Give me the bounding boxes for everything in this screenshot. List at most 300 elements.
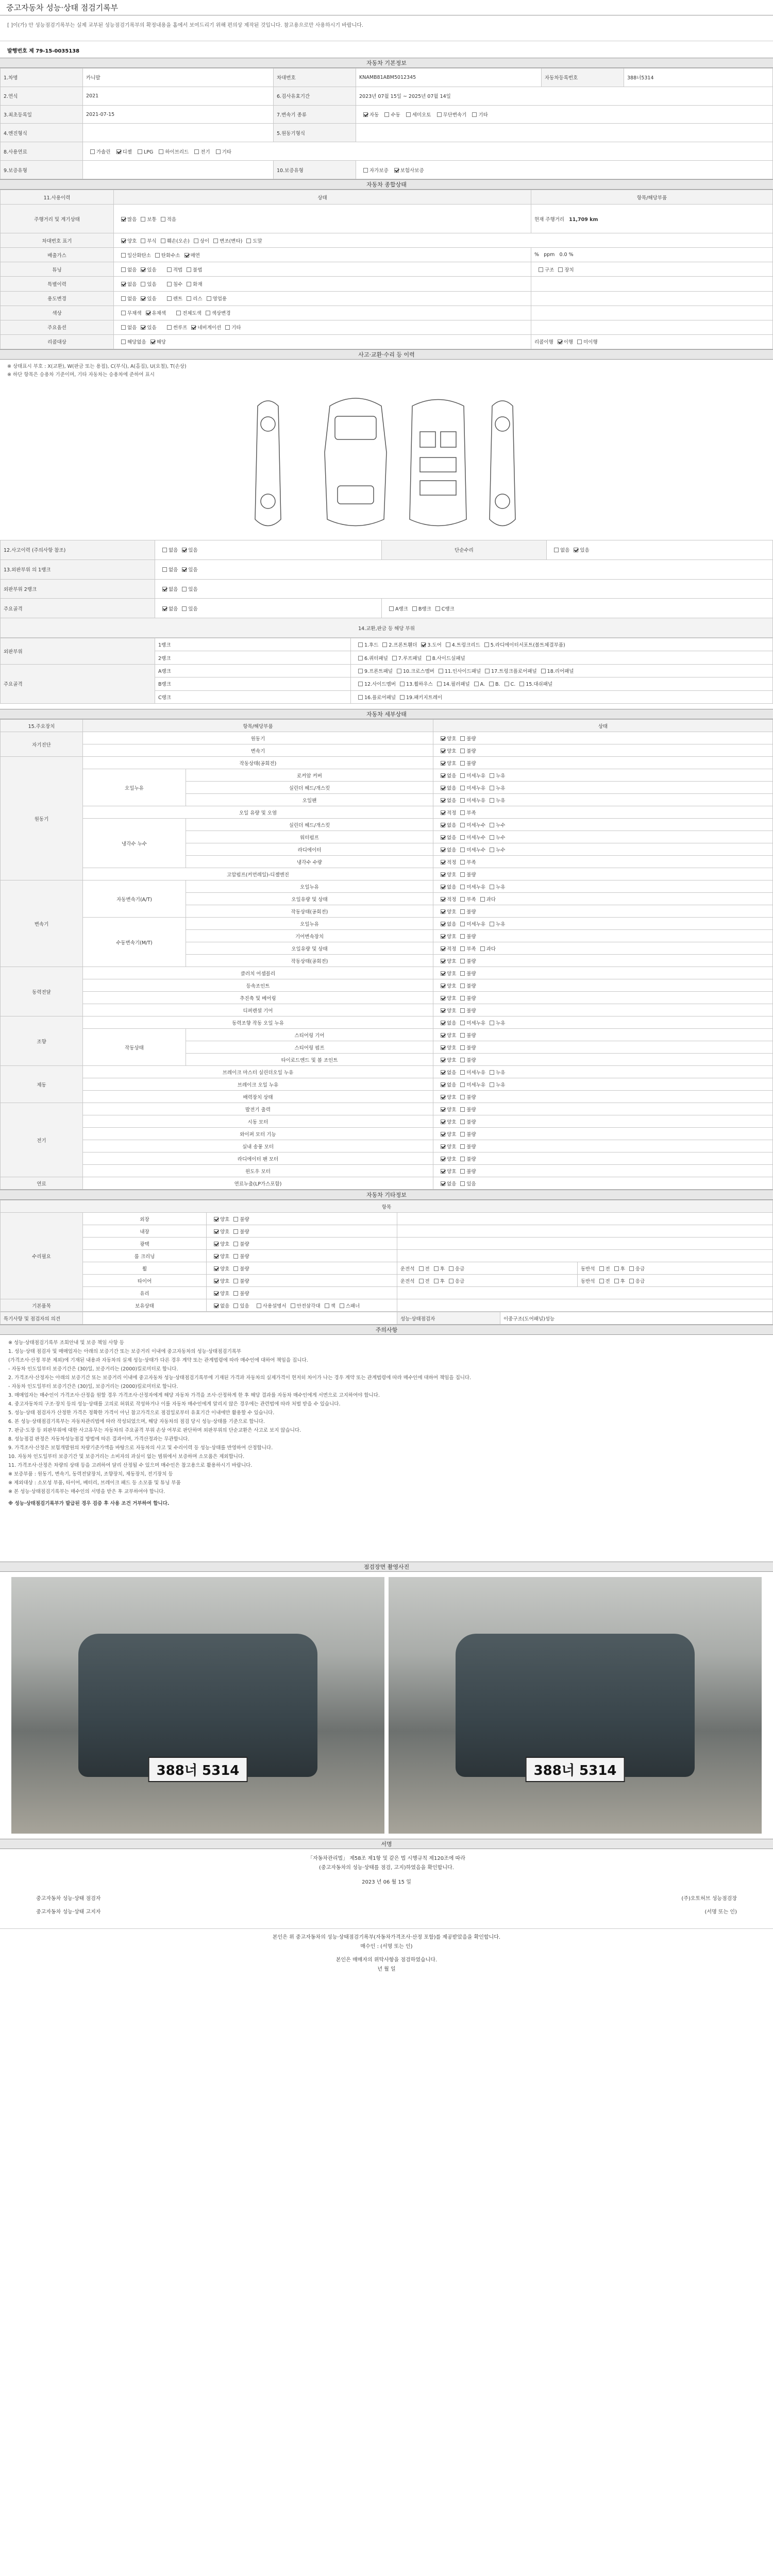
checkbox[interactable] (233, 1266, 238, 1271)
car-name-label: 1.차명 (1, 69, 83, 87)
checkbox[interactable] (441, 786, 445, 790)
checkbox[interactable] (629, 1279, 634, 1283)
checkbox[interactable] (490, 798, 494, 803)
checkbox[interactable] (441, 922, 445, 926)
tuning-opts: 구조 장치 (531, 262, 773, 277)
parts-title: 14.교환,판금 등 해당 부위 (1, 618, 773, 638)
checkbox[interactable] (121, 217, 126, 222)
checkbox[interactable] (460, 835, 465, 840)
checkbox[interactable] (141, 296, 145, 301)
checkbox[interactable] (441, 1021, 445, 1025)
checkbox[interactable] (325, 1303, 329, 1308)
option-label: 불량 (466, 1168, 476, 1175)
checkbox[interactable] (141, 325, 145, 330)
warranty-options (356, 161, 773, 179)
checkbox[interactable] (460, 872, 465, 877)
trans-opt[interactable]: 수동 (380, 112, 400, 118)
checkbox[interactable] (291, 1303, 295, 1308)
checkbox[interactable] (480, 946, 485, 951)
fuel-opt[interactable]: 가솔린 (86, 149, 111, 155)
checkbox[interactable] (214, 1217, 219, 1222)
period-label: 6.검사유효기간 (274, 87, 356, 105)
checkbox[interactable] (441, 761, 445, 766)
checkbox[interactable] (460, 897, 465, 902)
checkbox[interactable] (419, 1279, 424, 1283)
checkbox[interactable] (162, 548, 167, 552)
checkbox[interactable] (392, 656, 397, 660)
checkbox[interactable] (167, 296, 172, 301)
buyer-sign[interactable]: 매수인 : (서명 또는 인) (360, 1944, 413, 1950)
checkbox[interactable] (460, 1058, 465, 1062)
checkbox[interactable] (460, 946, 465, 951)
checkbox[interactable] (441, 971, 445, 976)
checkbox[interactable] (257, 1303, 261, 1308)
checkbox[interactable] (460, 909, 465, 914)
checkbox[interactable] (214, 1242, 219, 1246)
checkbox[interactable] (505, 682, 509, 686)
checkbox[interactable] (246, 239, 251, 243)
option-label: 불량 (240, 1291, 249, 1297)
checkbox[interactable] (441, 749, 445, 753)
checkbox[interactable] (490, 848, 494, 852)
checkbox[interactable] (225, 325, 230, 330)
checkbox[interactable] (141, 282, 145, 286)
checkbox[interactable] (490, 1082, 494, 1087)
checkbox[interactable] (358, 669, 363, 673)
checkbox[interactable] (441, 773, 445, 778)
checkbox[interactable] (474, 682, 479, 686)
checkbox[interactable] (116, 149, 121, 154)
checkbox[interactable] (460, 1181, 465, 1186)
checkbox[interactable] (460, 885, 465, 889)
checkbox[interactable] (460, 749, 465, 753)
checkbox[interactable] (439, 669, 443, 673)
option-label: 없음 (447, 847, 457, 853)
checkbox[interactable] (460, 1095, 465, 1099)
checkbox[interactable] (441, 934, 445, 939)
trans-opt[interactable]: 기타 (468, 112, 488, 118)
checkbox[interactable] (434, 1266, 439, 1271)
checkbox[interactable] (214, 1279, 219, 1283)
checkbox[interactable] (194, 239, 198, 243)
checkbox[interactable] (484, 642, 489, 647)
checkbox[interactable] (460, 1045, 465, 1050)
section-accident: 사고·교환·수리 등 이력 (0, 349, 773, 360)
checkbox[interactable] (121, 239, 126, 243)
detail-state (433, 1054, 773, 1066)
checkbox[interactable] (121, 267, 126, 272)
option-label: 양호 (447, 1057, 457, 1063)
checkbox[interactable] (233, 1303, 238, 1308)
checkbox[interactable] (141, 239, 145, 243)
checkbox[interactable] (460, 848, 465, 852)
checkbox[interactable] (460, 1107, 465, 1112)
checkbox[interactable] (363, 112, 368, 117)
checkbox[interactable] (460, 1132, 465, 1137)
checkbox[interactable] (441, 1070, 445, 1075)
checkbox[interactable] (182, 548, 187, 552)
checkbox[interactable] (187, 296, 191, 301)
checkbox[interactable] (441, 1120, 445, 1124)
detail-part: 원동기 (83, 732, 433, 744)
checkbox[interactable] (340, 1303, 344, 1308)
option-label: 양호 (447, 1094, 457, 1100)
checkbox[interactable] (121, 325, 126, 330)
checkbox[interactable] (519, 682, 524, 686)
checkbox[interactable] (441, 810, 445, 815)
other-part: 타이어 (83, 1275, 207, 1287)
warranty-opt[interactable]: 자가보증 (359, 168, 389, 174)
detail-state (433, 1041, 773, 1054)
checkbox[interactable] (363, 168, 368, 173)
checkbox[interactable] (460, 996, 465, 1001)
checkbox[interactable] (162, 606, 167, 611)
accident-table: 12.사고이력 (주의사항 참조) 없음 있음 단순수리 없음 있음 13.외판부위 의 1랭크 없음 있음 외판부위 2랭크 없음 있음 주요골격 없음 있음 A랭크 B랭크 C랭크 14.교환,판금 등 해당 부위 (0, 540, 773, 638)
checkbox[interactable] (460, 1082, 465, 1087)
other-state (207, 1262, 397, 1275)
detail-part: 스티어링 펌프 (186, 1041, 433, 1054)
other-part: 내장 (83, 1225, 207, 1238)
rankA-label: A랭크 (155, 664, 351, 677)
checkbox[interactable] (184, 253, 189, 258)
checkbox[interactable] (441, 1082, 445, 1087)
detail-state (433, 992, 773, 1004)
checkbox[interactable] (441, 1045, 445, 1050)
checkbox[interactable] (435, 606, 440, 611)
checkbox[interactable] (441, 872, 445, 877)
checkbox[interactable] (558, 267, 563, 272)
checkbox[interactable] (121, 311, 126, 315)
detail-subgroup: 자동변속기(A/T) (83, 880, 186, 918)
other-state (207, 1299, 397, 1312)
checkbox[interactable] (233, 1242, 238, 1246)
checkbox[interactable] (206, 311, 210, 315)
detail-part: 라디에이터 팬 모터 (83, 1153, 433, 1165)
wheel-icon (261, 417, 275, 431)
note-line: 4. 중고자동차의 구조·장치 등의 성능·상태를 고의로 허위로 작성하거나 이를 자동차 매수인에게 알리지 않은 경우에는 관련법에 따라 처벌 받을 수 있습니다. (8, 1401, 341, 1407)
checkbox[interactable] (460, 1144, 465, 1149)
checkbox[interactable] (146, 311, 150, 315)
option-label: 양호 (220, 1253, 230, 1260)
checkbox[interactable] (460, 1021, 465, 1025)
trans-opt[interactable]: 자동 (359, 112, 379, 118)
checkbox[interactable] (441, 959, 445, 963)
checkbox[interactable] (182, 606, 187, 611)
fuel-opt[interactable]: LPG (133, 149, 153, 155)
checkbox[interactable] (490, 922, 494, 926)
frame-parts-label: 주요골격 (1, 664, 155, 703)
option-label: 누수 (496, 822, 506, 828)
checkbox[interactable] (599, 1266, 604, 1271)
checkbox[interactable] (207, 296, 211, 301)
checkbox[interactable] (485, 669, 490, 673)
checkbox[interactable] (141, 217, 145, 222)
checkbox[interactable] (460, 823, 465, 827)
checkbox[interactable] (397, 669, 401, 673)
detail-state (433, 732, 773, 744)
checkbox[interactable] (441, 946, 445, 951)
checkbox[interactable] (187, 282, 191, 286)
section-overall: 자동차 종합상태 (0, 179, 773, 190)
checkbox[interactable] (437, 112, 442, 117)
fuel-opt[interactable]: 하이브리드 (155, 149, 189, 155)
checkbox[interactable] (121, 340, 126, 344)
mileage-state: 많음 보통 적음 (114, 205, 531, 233)
checkbox[interactable] (161, 239, 165, 243)
checkbox[interactable] (90, 149, 95, 154)
checkbox[interactable] (441, 1058, 445, 1062)
checkbox[interactable] (176, 311, 181, 315)
option-label: 불량 (466, 1045, 476, 1051)
checkbox[interactable] (460, 786, 465, 790)
checkbox[interactable] (441, 1132, 445, 1137)
checkbox[interactable] (441, 848, 445, 852)
checkbox[interactable] (358, 642, 363, 647)
checkbox[interactable] (460, 761, 465, 766)
checkbox[interactable] (460, 1169, 465, 1174)
checkbox[interactable] (472, 112, 477, 117)
parts-rank2: 6.쿼터패널 7.루프패널 8.사이드실패널 (351, 651, 773, 664)
checkbox[interactable] (460, 810, 465, 815)
checkbox[interactable] (167, 282, 172, 286)
checkbox[interactable] (460, 798, 465, 803)
trans-opt[interactable]: 무단변속기 (433, 112, 467, 118)
checkbox[interactable] (394, 168, 399, 173)
warranty-opt[interactable]: 보험사보증 (390, 168, 424, 174)
checkbox[interactable] (490, 823, 494, 827)
checkbox[interactable] (441, 885, 445, 889)
license-plate: 388너 5314 (148, 1757, 248, 1782)
checkbox[interactable] (460, 971, 465, 976)
checkbox[interactable] (400, 695, 405, 700)
checkbox[interactable] (460, 736, 465, 741)
checkbox[interactable] (446, 642, 450, 647)
detail-state (433, 782, 773, 794)
checkbox[interactable] (426, 656, 431, 660)
checkbox[interactable] (489, 682, 494, 686)
sign-date: 2023 년 06 월 15 일 (362, 1879, 411, 1885)
other-side: 운전석 전 후 응급 (397, 1262, 578, 1275)
detail-state (433, 1153, 773, 1165)
motor-value (356, 124, 773, 142)
checkbox[interactable] (138, 149, 142, 154)
checkbox[interactable] (167, 325, 172, 330)
tuning-state: 없음 있음 적법 불법 (114, 262, 531, 277)
option-label: 양호 (220, 1216, 230, 1223)
checkbox[interactable] (412, 606, 417, 611)
detail-state (433, 794, 773, 806)
checkbox[interactable] (155, 253, 160, 258)
engine-type-label: 4.엔진형식 (1, 124, 83, 142)
checkbox[interactable] (214, 1266, 219, 1271)
checkbox[interactable] (182, 587, 187, 591)
fuel-opt[interactable]: 기타 (212, 149, 231, 155)
checkbox[interactable] (233, 1229, 238, 1234)
checkbox[interactable] (216, 149, 221, 154)
checkbox[interactable] (441, 909, 445, 914)
checkbox[interactable] (441, 1169, 445, 1174)
checkbox[interactable] (441, 1181, 445, 1186)
checkbox[interactable] (167, 267, 172, 272)
checkbox[interactable] (182, 567, 187, 572)
checkbox[interactable] (384, 112, 389, 117)
checkbox[interactable] (358, 682, 363, 686)
checkbox[interactable] (460, 1120, 465, 1124)
checkbox[interactable] (121, 296, 126, 301)
detail-part: 실린더 헤드/개스킷 (186, 819, 433, 831)
note-line: 3. 매매업자는 매수인이 가격조사·산정을 원할 경우 가격조사·산정자에게 해당 자동차 가격을 조사·산정하게 한 후 해당 결과를 자동차 매수인에게 서면으로 고지하여야 합니다. (8, 1393, 380, 1398)
checkbox[interactable] (214, 1291, 219, 1296)
checkbox[interactable] (490, 1021, 494, 1025)
note-line: 2. 가격조사·산정자는 아래의 보증기간 또는 보증거리 이내에 중고자동차 성능·상태점검기록부에 기재된 가격과 자동차의 실제가격이 현저히 차이가 나는 경우 계약 또는 관계법령에 따라 매수인에 대하여 책임을 집니다. (8, 1375, 472, 1381)
checkbox[interactable] (460, 1033, 465, 1038)
checkbox[interactable] (441, 897, 445, 902)
option-label: 불량 (466, 1107, 476, 1113)
checkbox[interactable] (233, 1279, 238, 1283)
checkbox[interactable] (460, 1070, 465, 1075)
detail-state (433, 893, 773, 905)
trans-opt[interactable]: 세미오토 (402, 112, 431, 118)
checkbox[interactable] (441, 860, 445, 865)
detail-group: 동력전달 (1, 967, 83, 1016)
checkbox[interactable] (460, 959, 465, 963)
checkbox[interactable] (150, 340, 155, 344)
checkbox[interactable] (574, 548, 578, 552)
checkbox[interactable] (441, 823, 445, 827)
option-label: 양호 (447, 748, 457, 754)
checkbox[interactable] (460, 1008, 465, 1013)
checkbox[interactable] (389, 606, 394, 611)
detail-group: 연료 (1, 1177, 83, 1190)
checkbox[interactable] (419, 1266, 424, 1271)
option-label: 없음 (220, 1303, 230, 1309)
checkbox[interactable] (599, 1279, 604, 1283)
note-line: ※ 성능·상태점검기록부 조회안내 및 보증 책임 사항 등 (8, 1340, 124, 1346)
checkbox[interactable] (213, 239, 218, 243)
checkbox[interactable] (441, 736, 445, 741)
sign-text: (중고자동차의 성능·상태를 점검, 고지)하였음을 확인합니다. (319, 1865, 454, 1871)
option-label: 잭 (330, 1303, 335, 1309)
checkbox[interactable] (437, 682, 442, 686)
checkbox[interactable] (233, 1217, 238, 1222)
checkbox[interactable] (554, 548, 559, 552)
checkbox[interactable] (441, 1033, 445, 1038)
checkbox[interactable] (441, 996, 445, 1001)
checkbox[interactable] (460, 860, 465, 865)
opinion-table (0, 1312, 773, 1325)
note-line: - 자동차 인도일부터 보증기간은 (30)일, 보증거리는 (2000)킬로미터로 합니다. (8, 1366, 178, 1372)
detail-state (433, 1029, 773, 1041)
checkbox[interactable] (614, 1266, 619, 1271)
checkbox[interactable] (162, 567, 167, 572)
car-name: 카니발 (83, 69, 274, 87)
recall-label: 리콜대상 (1, 334, 114, 349)
detail-part: 실린더 헤드/개스킷 (186, 782, 433, 794)
checkbox[interactable] (406, 112, 411, 117)
checkbox[interactable] (629, 1266, 634, 1271)
checkbox[interactable] (449, 1266, 453, 1271)
checkbox[interactable] (162, 587, 167, 591)
checkbox[interactable] (161, 217, 165, 222)
checkbox[interactable] (441, 984, 445, 988)
checkbox[interactable] (441, 1008, 445, 1013)
option-label: 불량 (466, 1156, 476, 1162)
checkbox[interactable] (441, 1157, 445, 1161)
rank1-label: 1랭크 (155, 638, 351, 651)
checkbox[interactable] (480, 897, 485, 902)
checkbox[interactable] (441, 1107, 445, 1112)
checkbox[interactable] (541, 669, 546, 673)
checkbox[interactable] (400, 682, 405, 686)
checkbox[interactable] (194, 149, 199, 154)
legend-line: ※ 상태표시 부호 : X(교환), W(판금 또는 용접), C(부식), A(흠집), U(요철), T(손상) (7, 364, 187, 369)
other-side: 동반석 전 후 응급 (578, 1262, 773, 1275)
checkbox[interactable] (214, 1303, 219, 1308)
fuel-opt[interactable]: 디젤 (112, 149, 132, 155)
checkbox[interactable] (233, 1291, 238, 1296)
checkbox[interactable] (460, 1157, 465, 1161)
option-label: 스패너 (345, 1303, 360, 1309)
checkbox[interactable] (434, 1279, 439, 1283)
checkbox[interactable] (121, 253, 126, 258)
checkbox[interactable] (187, 267, 191, 272)
option-label: 응급 (635, 1266, 645, 1272)
detail-state (433, 757, 773, 769)
checkbox[interactable] (159, 149, 163, 154)
checkbox[interactable] (214, 1254, 219, 1259)
checkbox[interactable] (460, 934, 465, 939)
checkbox[interactable] (233, 1254, 238, 1259)
checkbox[interactable] (460, 773, 465, 778)
vin-value: KNAMB81ABM5012345 (356, 69, 542, 87)
checkbox[interactable] (121, 282, 126, 286)
checkbox[interactable] (490, 835, 494, 840)
checkbox[interactable] (539, 267, 543, 272)
checkbox[interactable] (614, 1279, 619, 1283)
detail-part: 디퍼렌셜 기어 (83, 1004, 433, 1016)
wheel-icon (495, 417, 510, 431)
checkbox[interactable] (421, 642, 426, 647)
parts-rankC: 16.플로어패널 19.패키지트레이 (351, 690, 773, 703)
checkbox[interactable] (449, 1279, 453, 1283)
checkbox[interactable] (490, 773, 494, 778)
special-label: 특별이력 (1, 277, 114, 291)
checkbox[interactable] (490, 1070, 494, 1075)
checkbox[interactable] (558, 340, 562, 344)
photo-front (11, 1577, 384, 1834)
checkbox[interactable] (141, 267, 145, 272)
checkbox[interactable] (382, 642, 387, 647)
checkbox[interactable] (191, 325, 196, 330)
checkbox[interactable] (441, 1095, 445, 1099)
checkbox[interactable] (441, 798, 445, 803)
checkbox[interactable] (358, 695, 363, 700)
checkbox[interactable] (358, 656, 363, 660)
checkbox[interactable] (460, 922, 465, 926)
seat-icon (420, 481, 456, 495)
checkbox[interactable] (460, 984, 465, 988)
checkbox[interactable] (214, 1229, 219, 1234)
option-label: 불량 (466, 1119, 476, 1125)
checkbox[interactable] (490, 885, 494, 889)
checkbox[interactable] (441, 835, 445, 840)
detail-part: 추진축 및 베어링 (83, 992, 433, 1004)
checkbox[interactable] (490, 786, 494, 790)
detail-state (433, 868, 773, 880)
fuel-opt[interactable]: 전기 (190, 149, 210, 155)
checkbox[interactable] (577, 340, 582, 344)
checkbox[interactable] (441, 1144, 445, 1149)
